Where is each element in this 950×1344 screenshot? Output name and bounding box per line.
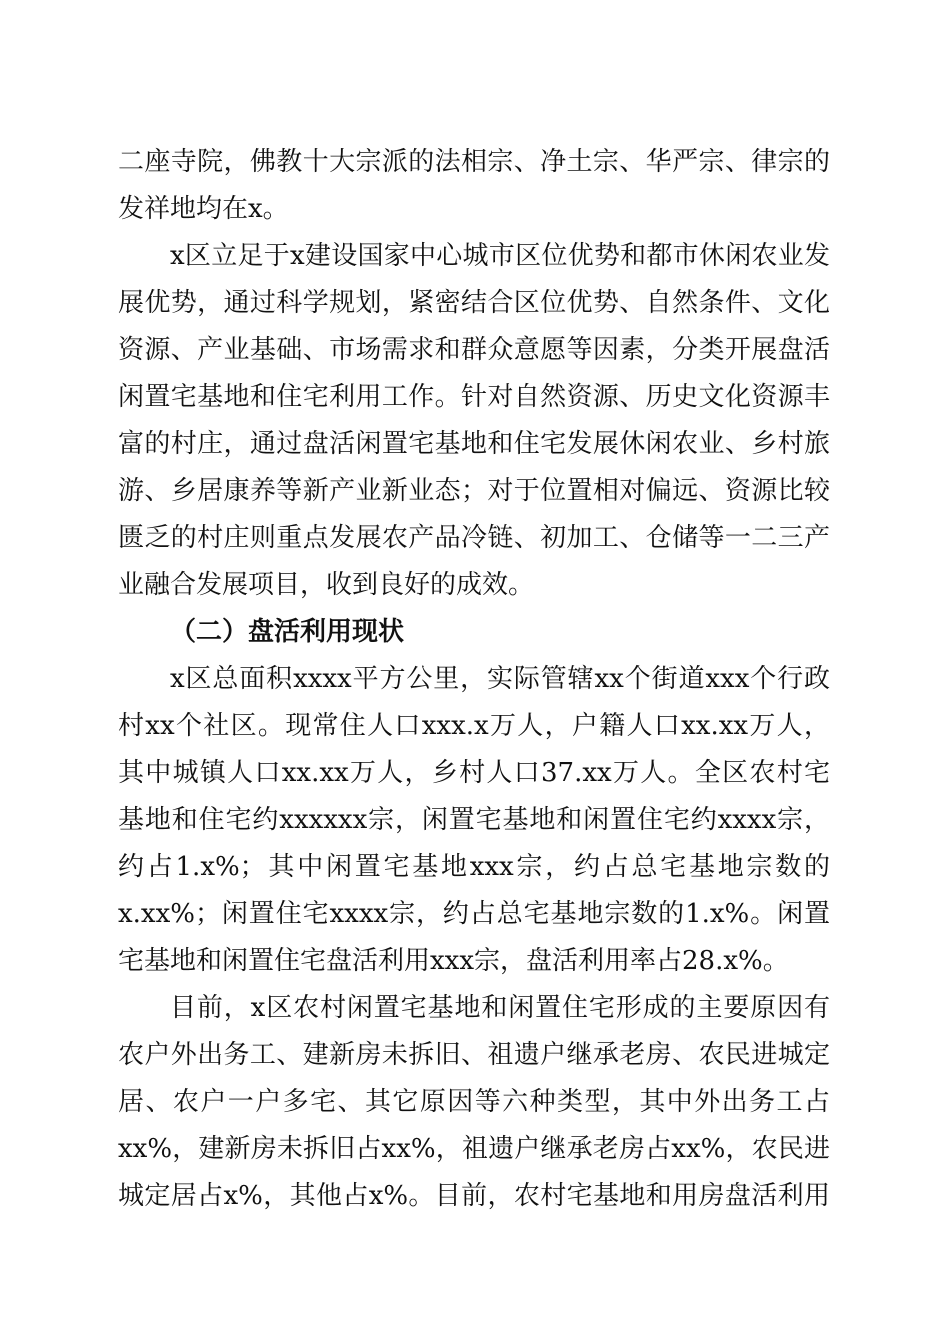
paragraph-2-line-6: 游、乡居康养等新产业新业态；对于位置相对偏远、资源比较 [118, 476, 830, 506]
paragraph-3-line-3: 其中城镇人口xx.xx万人，乡村人口37.xx万人。全区农村宅 [118, 758, 830, 788]
paragraph-3-line-2: 村xx个社区。现常住人口xxx.x万人，户籍人口xx.xx万人， [118, 711, 830, 741]
paragraph-4-line-4: xx%，建新房未拆旧占xx%，祖遗户继承老房占xx%，农民进 [118, 1134, 830, 1164]
paragraph-4-line-1: 目前，x区农村闲置宅基地和闲置住宅形成的主要原因有 [170, 993, 830, 1023]
paragraph-2-line-1: x区立足于x建设国家中心城市区位优势和都市休闲农业发 [170, 241, 830, 271]
paragraph-3-line-1: x区总面积xxxx平方公里，实际管辖xx个街道xxx个行政 [170, 664, 830, 694]
paragraph-2-line-8: 业融合发展项目，收到良好的成效。 [118, 570, 535, 600]
paragraph-1-line-2: 发祥地均在x。 [118, 194, 289, 224]
paragraph-1-line-1: 二座寺院，佛教十大宗派的法相宗、净土宗、华严宗、律宗的 [118, 147, 830, 177]
paragraph-2-line-3: 资源、产业基础、市场需求和群众意愿等因素，分类开展盘活 [118, 335, 830, 365]
paragraph-3-line-5: 约占1.x%；其中闲置宅基地xxx宗，约占总宅基地宗数的 [118, 852, 830, 882]
paragraph-4-line-2: 农户外出务工、建新房未拆旧、祖遗户继承老房、农民进城定 [118, 1040, 830, 1070]
paragraph-4-line-5: 城定居占x%，其他占x%。目前，农村宅基地和用房盘活利用 [118, 1181, 830, 1211]
section-heading: （二）盘活利用现状 [170, 617, 405, 647]
paragraph-2-line-4: 闲置宅基地和住宅利用工作。针对自然资源、历史文化资源丰 [118, 382, 830, 412]
paragraph-3-line-7: 宅基地和闲置住宅盘活利用xxx宗，盘活利用率占28.x%。 [118, 946, 789, 976]
paragraph-2-line-2: 展优势，通过科学规划，紧密结合区位优势、自然条件、文化 [118, 288, 830, 318]
paragraph-4-line-3: 居、农户一户多宅、其它原因等六种类型，其中外出务工占 [118, 1087, 830, 1117]
paragraph-2-line-7: 匮乏的村庄则重点发展农产品冷链、初加工、仓储等一二三产 [118, 523, 830, 553]
paragraph-3-line-6: x.xx%；闲置住宅xxxx宗，约占总宅基地宗数的1.x%。闲置 [118, 899, 830, 929]
paragraph-2-line-5: 富的村庄，通过盘活闲置宅基地和住宅发展休闲农业、乡村旅 [118, 429, 830, 459]
paragraph-3-line-4: 基地和住宅约xxxxxx宗，闲置宅基地和闲置住宅约xxxx宗， [118, 805, 830, 835]
